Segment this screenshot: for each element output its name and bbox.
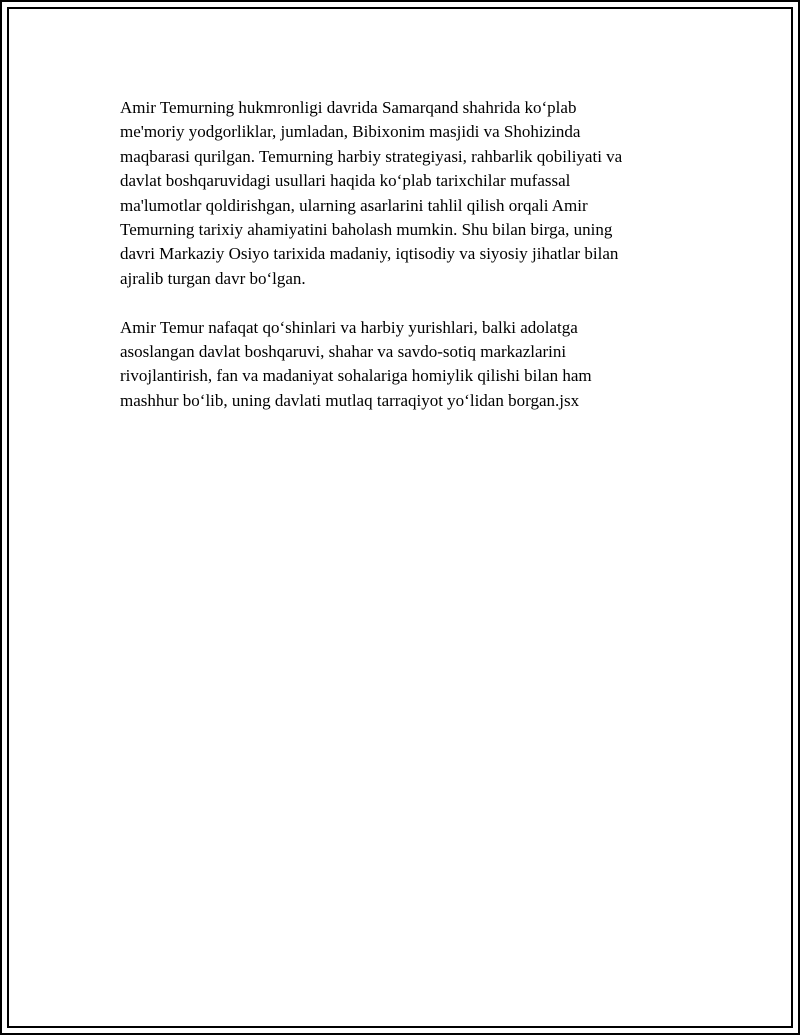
paragraph-1: Amir Temurning hukmronligi davrida Samarqand shahrida ko‘plab me'moriy yodgorliklar, jumladan, Bibixonim masjidi va Shohizinda maqbarasi qurilgan. Temurning harbiy strategiyasi, rahbarlik qobiliyati va davlat boshqaruvidagi usullari haqida ko‘plab tarixchilar mufassal ma'lumotlar qoldirishgan, ularning asarlarini tahlil qilish orqali Amir Temurning tarixiy ahamiyatini baholash mumkin. Shu bilan birga, uning davri Markaziy Osiyo tarixida madaniy, iqtisodiy va siyosiy jihatlar bilan ajralib turgan davr bo‘lgan. <box>120 98 623 288</box>
paragraph-2: Amir Temur nafaqat qo‘shinlari va harbiy yurishlari, balki adolatga asoslangan davlat boshqaruvi, shahar va savdo-sotiq markazlarini rivojlantirish, fan va madaniyat sohalariga homiylik qilishi bilan ham mashhur bo‘lib, uning davlati mutlaq tarraqiyot yo‘lidan borgan.jsx <box>120 317 592 410</box>
document-body <box>120 96 680 438</box>
